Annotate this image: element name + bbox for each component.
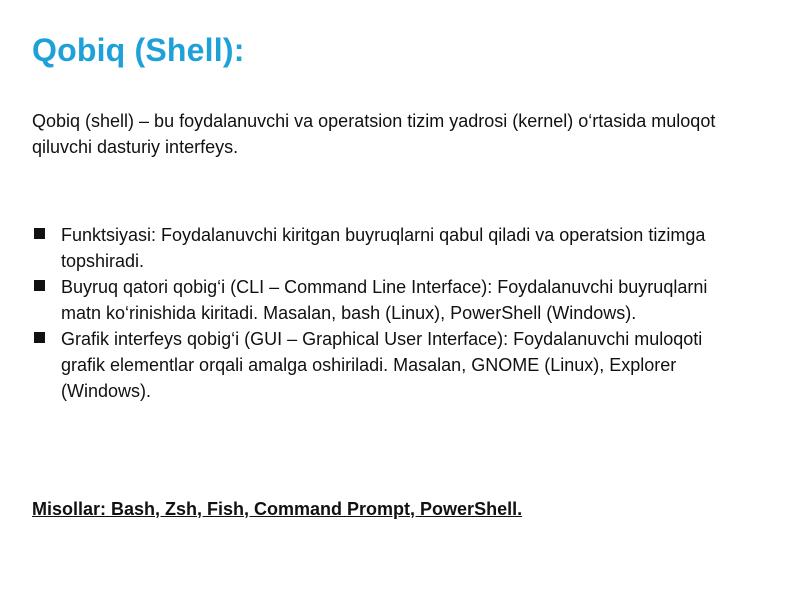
intro-paragraph: Qobiq (shell) – bu foydalanuvchi va operatsion tizim yadrosi (kernel) o‘rtasida muloqot qiluvchi dasturiy interfeys. (32, 111, 716, 157)
bullet-text: Buyruq qatori qobig‘i (CLI – Command Line Interface): Foydalanuvchi buyruqlarni matn ko‘rinishida kiritadi. Masalan, bash (Linux), PowerShell (Windows). (61, 277, 708, 323)
bullet-item (32, 274, 732, 326)
bullet-item (32, 222, 732, 274)
square-bullet-icon (34, 332, 45, 343)
bullet-text: Funktsiyasi: Foydalanuvchi kiritgan buyruqlarni qabul qiladi va operatsion tizimga topshiradi. (61, 225, 706, 271)
slide-title: Qobiq (Shell): (32, 32, 245, 68)
bullet-list (32, 222, 732, 404)
square-bullet-icon (34, 280, 45, 291)
bullet-item (32, 326, 732, 404)
examples-line: Misollar: Bash, Zsh, Fish, Command Prompt, PowerShell. (32, 499, 523, 519)
square-bullet-icon (34, 228, 45, 239)
bullet-text: Grafik interfeys qobig‘i (GUI – Graphical User Interface): Foydalanuvchi muloqoti grafik elementlar orqali amalga oshiriladi. Masalan, GNOME (Linux), Explorer (Windows). (61, 329, 703, 401)
